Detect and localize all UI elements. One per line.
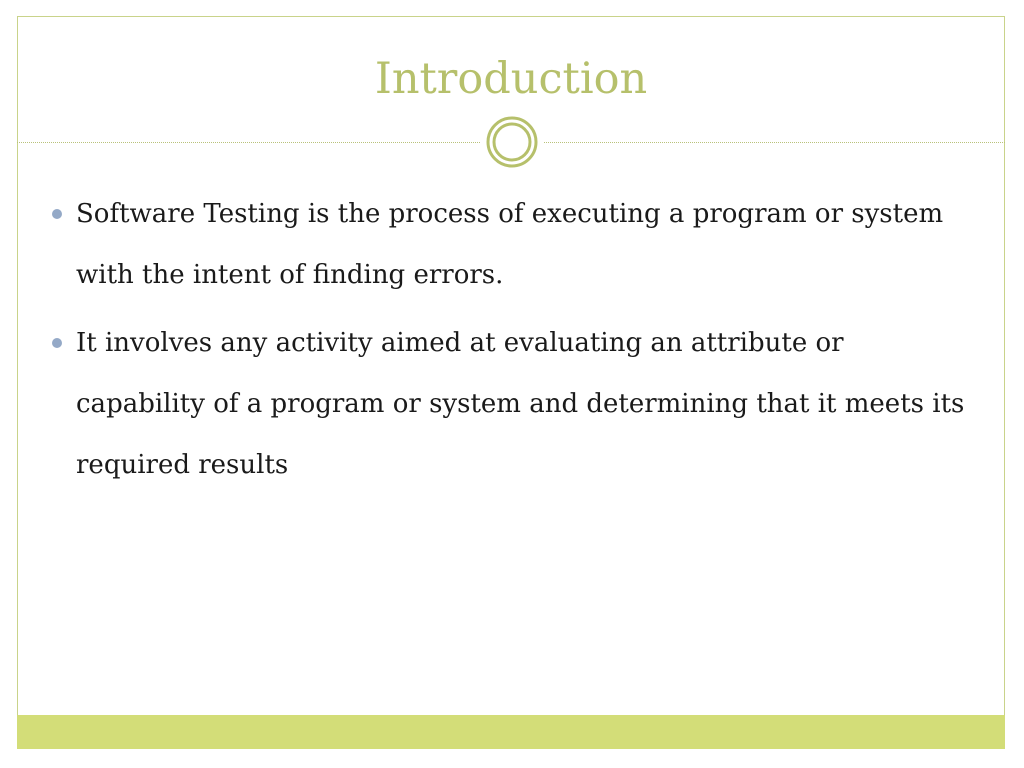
title-divider-left — [17, 142, 480, 143]
bullet-item — [50, 184, 970, 306]
circle-bullet-icon — [52, 338, 62, 348]
footer-accent-band — [17, 715, 1005, 749]
bullet-list — [50, 184, 970, 496]
double-ring-icon — [484, 114, 540, 170]
slide-title: Introduction — [374, 54, 648, 104]
title-divider-right — [544, 142, 1005, 143]
slide-body — [50, 184, 970, 503]
bullet-text: It involves any activity aimed at evaluating an attribute or capability of a program or system and determining that it meets its required results — [76, 328, 965, 480]
circle-bullet-icon — [52, 209, 62, 219]
bullet-text: Software Testing is the process of executing a program or system with the intent of finding errors. — [76, 199, 944, 290]
bullet-item — [50, 313, 970, 496]
